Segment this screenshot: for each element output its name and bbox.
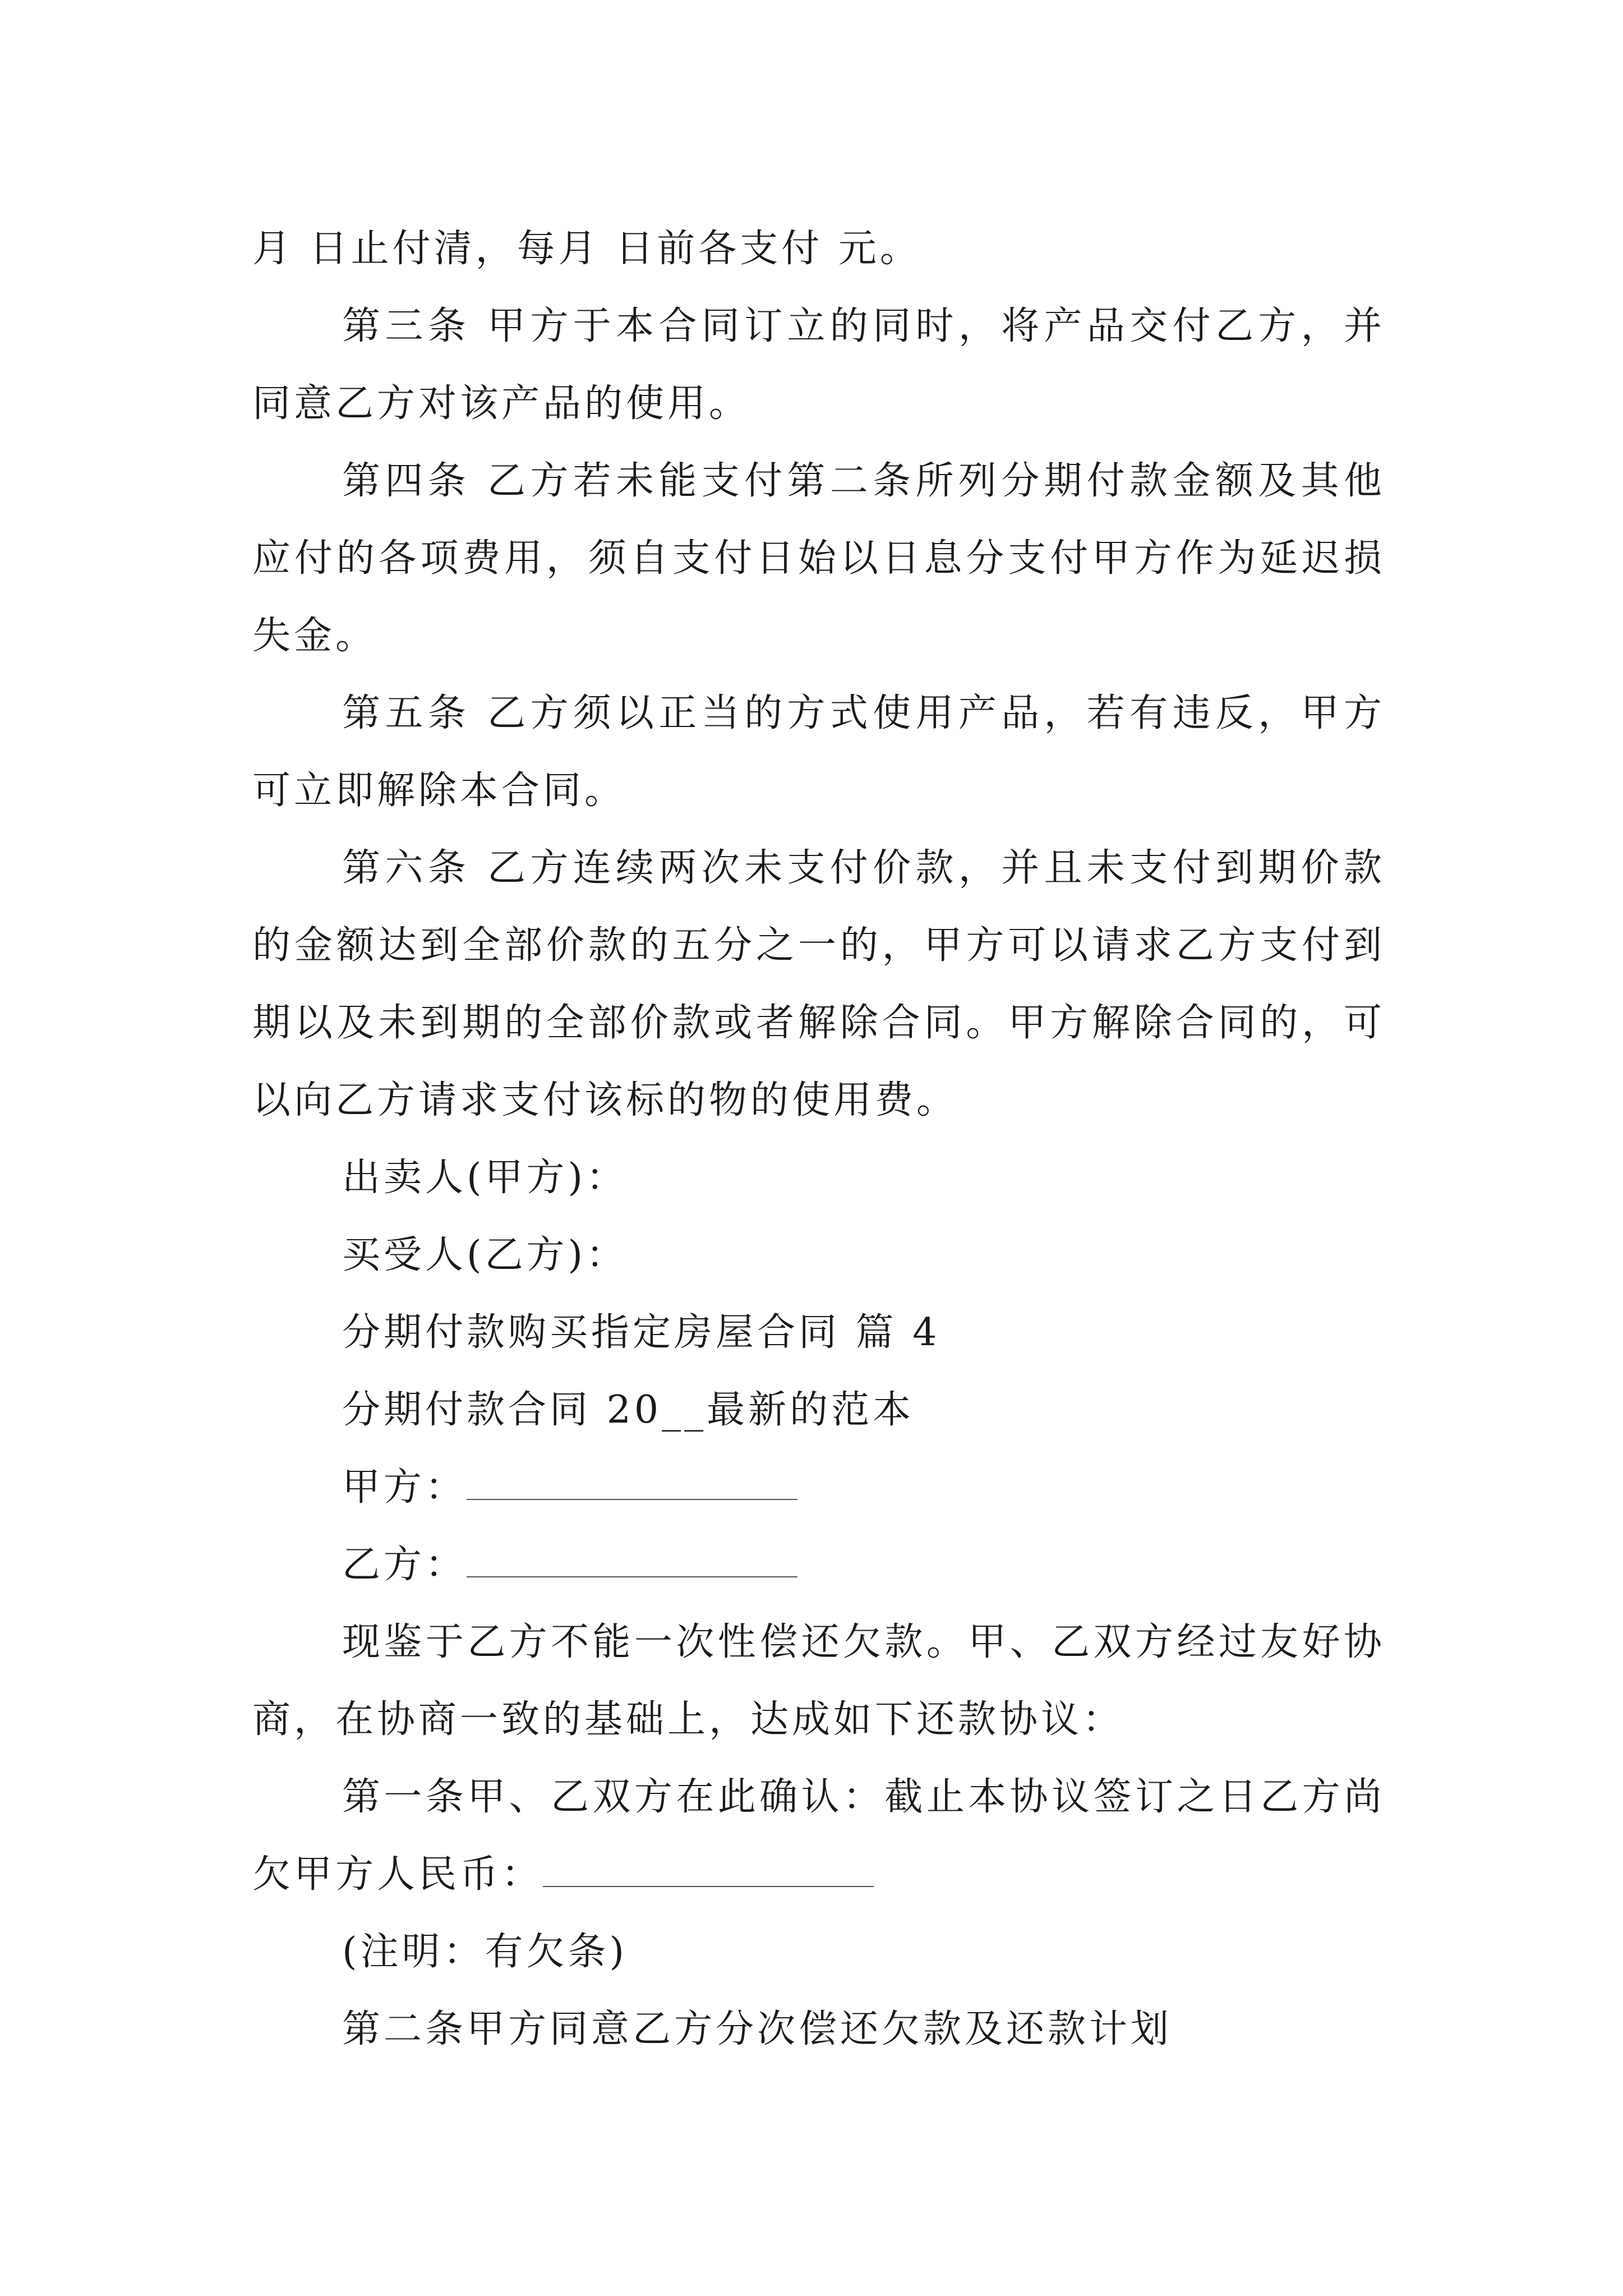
paragraph-article-5: 第五条 乙方须以正当的方式使用产品，若有违反，甲方可立即解除本合同。 bbox=[252, 691, 1385, 813]
paragraph-payment-schedule: 月 日止付清，每月 日前各支付 元。 bbox=[252, 227, 921, 271]
seller-signature-line: 出卖人(甲方)： bbox=[342, 1156, 628, 1200]
party-a-line bbox=[252, 1449, 1385, 1526]
paragraph-clause-1 bbox=[252, 1759, 1385, 1913]
amount-blank bbox=[543, 1853, 874, 1887]
paragraph-article-4: 第四条 乙方若未能支付第二条所列分期付款金额及其他应付的各项费用，须自支付日始以日息分支付甲方作为延迟损失金。 bbox=[252, 459, 1385, 658]
clause-1-text: 第一条甲、乙双方在此确认：截止本协议签订之日乙方尚欠甲方人民币： bbox=[252, 1775, 1385, 1897]
document-body bbox=[252, 210, 1385, 2068]
paragraph-article-3: 第三条 甲方于本合同订立的同时，将产品交付乙方，并同意乙方对该产品的使用。 bbox=[252, 304, 1385, 426]
section-heading: 分期付款购买指定房屋合同 篇 4 bbox=[342, 1310, 940, 1355]
party-b-line bbox=[252, 1526, 1385, 1604]
party-a-blank bbox=[467, 1466, 797, 1500]
party-a-label: 甲方： bbox=[342, 1465, 467, 1510]
party-b-label: 乙方： bbox=[342, 1543, 467, 1587]
paragraph-note: (注明：有欠条) bbox=[342, 1930, 628, 1974]
party-b-blank bbox=[467, 1544, 797, 1577]
paragraph-clause-2: 第二条甲方同意乙方分次偿还欠款及还款计划 bbox=[342, 2007, 1173, 2051]
buyer-signature-line: 买受人(乙方)： bbox=[342, 1233, 628, 1277]
paragraph-article-6: 第六条 乙方连续两次未支付价款，并且未支付到期价款的金额达到全部价款的五分之一的，甲方可以请求乙方支付到期以及未到期的全部价款或者解除合同。甲方解除合同的，可以向乙方请求支付该标的物的使用费。 bbox=[252, 846, 1385, 1122]
paragraph-preamble: 现鉴于乙方不能一次性偿还欠款。甲、乙双方经过友好协商，在协商一致的基础上，达成如下还款协议： bbox=[252, 1620, 1385, 1742]
template-title: 分期付款合同 20__最新的范本 bbox=[342, 1388, 915, 1432]
